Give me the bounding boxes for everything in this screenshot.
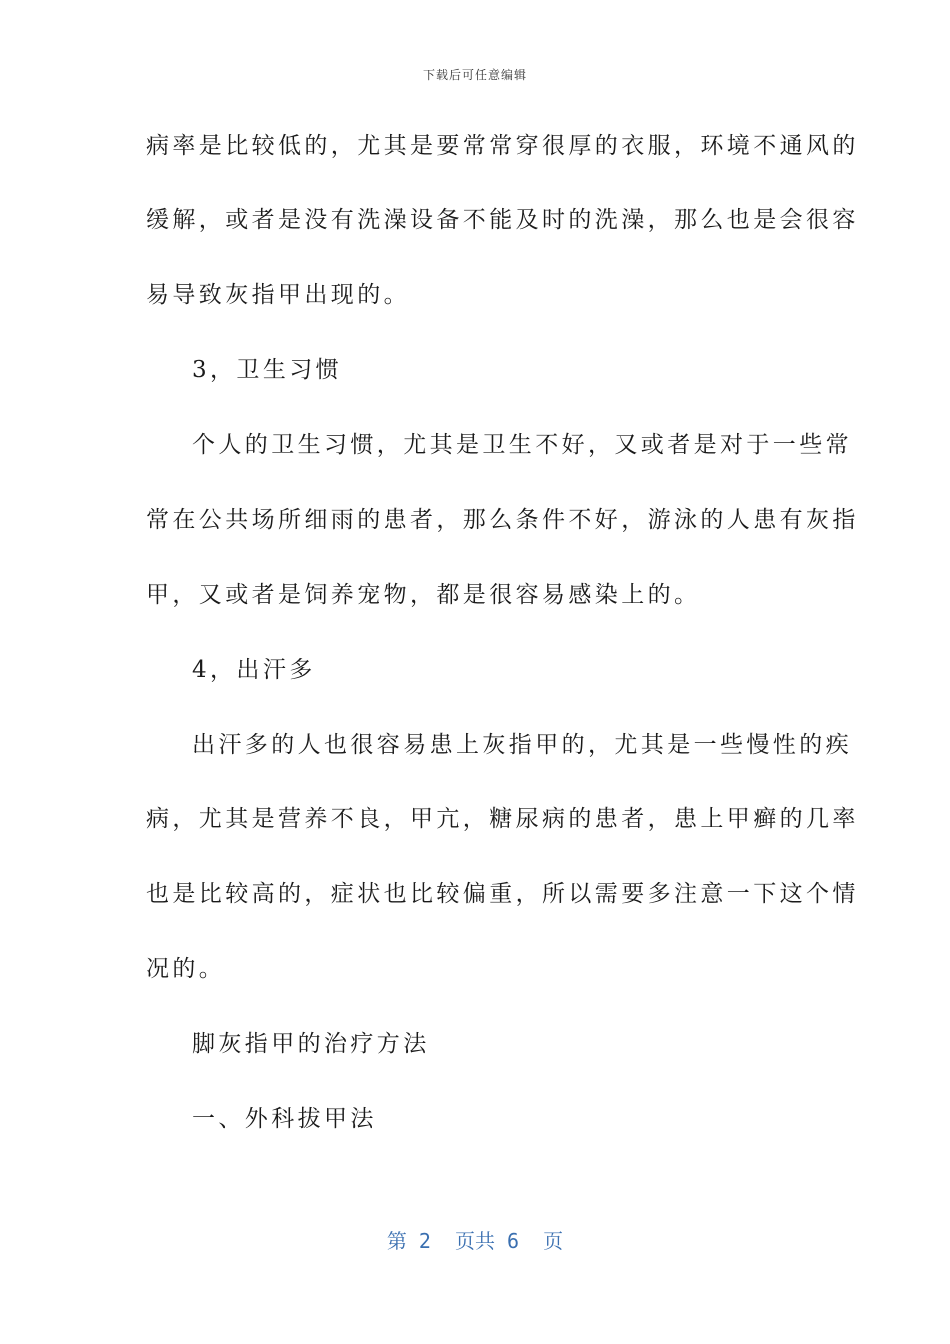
body-line: 常在公共场所细雨的患者，那么条件不好，游泳的人患有灰指 xyxy=(146,507,859,533)
body-line: 也是比较高的，症状也比较偏重，所以需要多注意一下这个情 xyxy=(146,881,859,907)
body-line: 个人的卫生习惯，尤其是卫生不好，又或者是对于一些常 xyxy=(192,432,852,458)
body-line: 出汗多的人也很容易患上灰指甲的，尤其是一些慢性的疾 xyxy=(192,732,852,758)
body-line: 况的。 xyxy=(146,956,226,982)
body-line: 易导致灰指甲出现的。 xyxy=(146,282,410,308)
body-line: 病，尤其是营养不良，甲亢，糖尿病的患者，患上甲癣的几率 xyxy=(146,806,859,832)
body-line: 甲，又或者是饲养宠物，都是很容易感染上的。 xyxy=(146,582,701,608)
section-heading: 脚灰指甲的治疗方法 xyxy=(192,1031,430,1057)
section-heading: 一、外科拔甲法 xyxy=(192,1106,377,1132)
section-heading: 3，卫生习惯 xyxy=(192,357,343,383)
section-heading: 4，出汗多 xyxy=(192,657,316,683)
body-line: 病率是比较低的，尤其是要常常穿很厚的衣服，环境不通风的 xyxy=(146,133,859,159)
page-header: 下载后可任意编辑 xyxy=(422,68,527,82)
page-footer: 第 2 页共 6 页 xyxy=(386,1229,564,1253)
body-line: 缓解，或者是没有洗澡设备不能及时的洗澡，那么也是会很容 xyxy=(146,207,859,233)
